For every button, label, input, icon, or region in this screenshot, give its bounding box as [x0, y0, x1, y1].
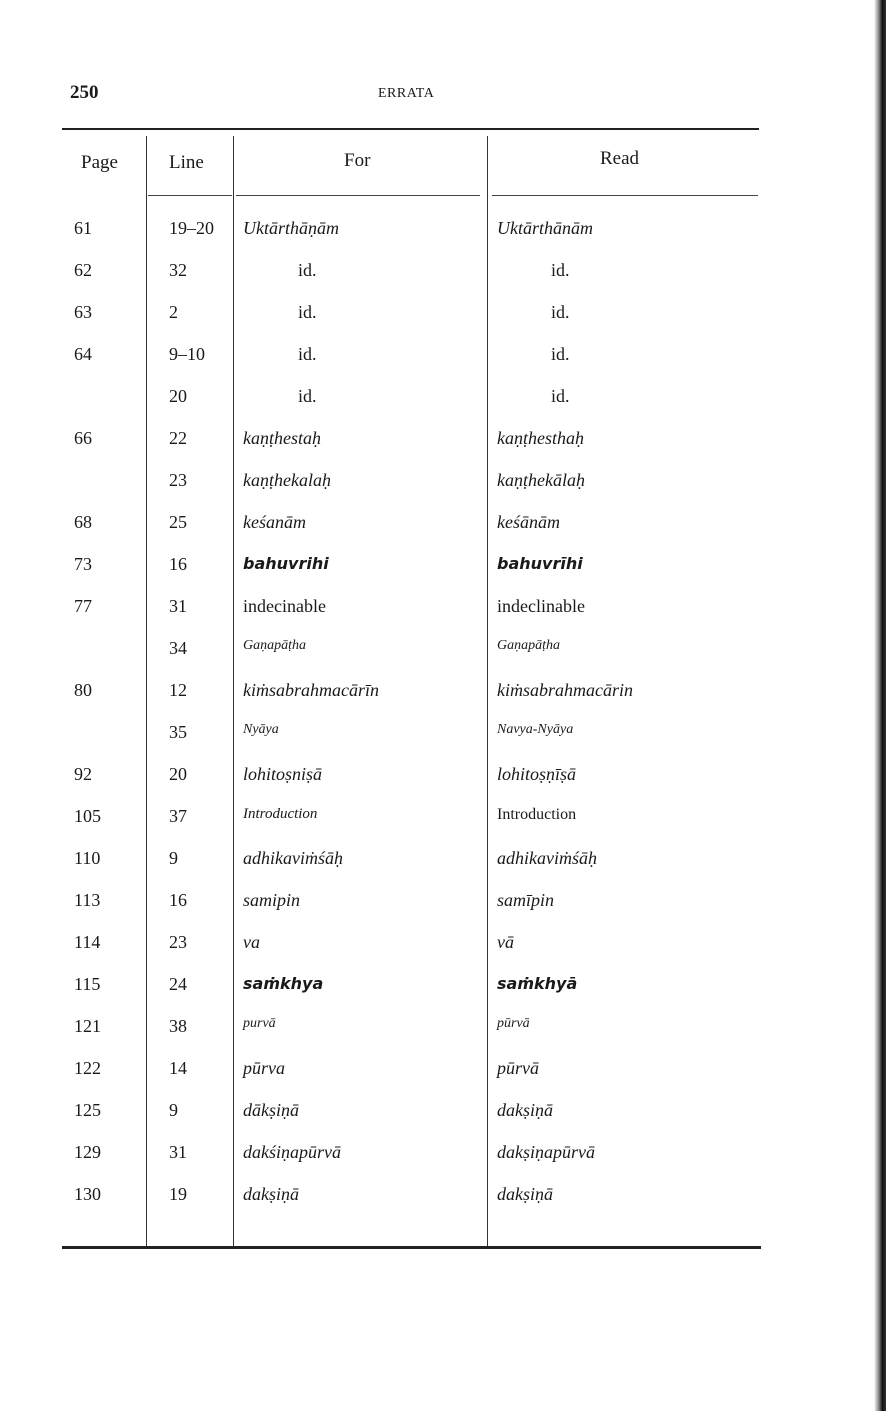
cell-for: dākṣiṇā	[243, 1100, 299, 1120]
header-rule	[492, 195, 758, 196]
page-number: 250	[70, 82, 99, 103]
column-divider	[146, 136, 147, 1246]
cell-line: 23	[169, 470, 187, 490]
cell-read: adhikaviṁśāḥ	[497, 848, 597, 868]
cell-read: pūrvā	[497, 1058, 539, 1078]
table-top-rule	[62, 128, 759, 130]
cell-for: id.	[298, 386, 317, 406]
cell-page: 122	[74, 1058, 101, 1078]
column-divider	[487, 136, 488, 1246]
cell-line: 12	[169, 680, 187, 700]
cell-for: dakśiṇapūrvā	[243, 1142, 341, 1162]
cell-for: kiṁsabrahmacārīn	[243, 680, 379, 700]
cell-page: 105	[74, 806, 101, 826]
cell-read: dakṣiṇā	[497, 1100, 553, 1120]
cell-read: Gaṇapāṭha	[497, 638, 560, 653]
cell-for: pūrva	[243, 1058, 285, 1078]
cell-for: id.	[298, 302, 317, 322]
cell-page: 130	[74, 1184, 101, 1204]
running-head: ERRATA	[378, 86, 435, 101]
cell-line: 20	[169, 386, 187, 406]
cell-read: id.	[551, 344, 570, 364]
cell-read: id.	[551, 302, 570, 322]
cell-page: 61	[74, 218, 92, 238]
cell-for: bahuvrihi	[243, 554, 329, 573]
cell-read: Introduction	[497, 806, 577, 823]
cell-read: samīpin	[497, 890, 555, 910]
cell-page: 63	[74, 302, 92, 322]
cell-page: 64	[74, 344, 92, 364]
cell-for: saṁkhya	[243, 974, 324, 993]
cell-line: 9–10	[169, 344, 205, 364]
cell-page: 66	[74, 428, 92, 448]
cell-line: 37	[169, 806, 187, 826]
cell-read: id.	[551, 260, 570, 280]
cell-read: Navya-Nyāya	[497, 722, 574, 737]
cell-line: 16	[169, 890, 187, 910]
header-rule	[148, 195, 232, 196]
cell-line: 20	[169, 764, 187, 784]
cell-page: 80	[74, 680, 92, 700]
cell-read: Uktārthānām	[497, 218, 593, 238]
cell-line: 31	[169, 1142, 187, 1162]
column-header-for: For	[344, 150, 371, 171]
cell-read: pūrvā	[497, 1016, 530, 1031]
cell-read: keśānām	[497, 512, 560, 532]
cell-page: 92	[74, 764, 92, 784]
cell-for: dakṣiṇā	[243, 1184, 299, 1204]
cell-line: 31	[169, 596, 187, 616]
cell-line: 9	[169, 1100, 178, 1120]
column-header-read: Read	[600, 148, 640, 169]
cell-for: va	[243, 932, 260, 952]
cell-line: 19–20	[169, 218, 214, 238]
cell-for: Uktārthāṇām	[243, 218, 339, 238]
cell-read: dakṣiṇā	[497, 1184, 553, 1204]
cell-read: kiṁsabrahmacārin	[497, 680, 633, 700]
cell-line: 22	[169, 428, 187, 448]
cell-page: 113	[74, 890, 101, 910]
cell-page: 115	[74, 974, 101, 994]
cell-for: purvā	[243, 1016, 276, 1031]
column-header-page: Page	[81, 152, 118, 173]
cell-read: vā	[497, 932, 514, 952]
cell-line: 35	[169, 722, 187, 742]
cell-for: lohitoṣniṣā	[243, 764, 323, 784]
cell-for: adhikaviṁśāḥ	[243, 848, 343, 868]
cell-for: id.	[298, 344, 317, 364]
table-bottom-rule	[62, 1246, 761, 1249]
cell-for: indecinable	[243, 596, 326, 616]
scan-edge	[874, 0, 886, 1411]
cell-page: 110	[74, 848, 101, 868]
column-divider	[233, 136, 234, 1246]
cell-page: 77	[74, 596, 92, 616]
cell-line: 2	[169, 302, 178, 322]
cell-read: dakṣiṇapūrvā	[497, 1142, 595, 1162]
cell-for: samipin	[243, 890, 301, 910]
cell-read: lohitoṣṇīṣā	[497, 764, 577, 784]
cell-page: 62	[74, 260, 92, 280]
header-rule	[236, 195, 480, 196]
cell-line: 34	[169, 638, 187, 658]
cell-page: 73	[74, 554, 92, 574]
cell-for: id.	[298, 260, 317, 280]
column-header-line: Line	[169, 152, 204, 173]
cell-page: 114	[74, 932, 101, 952]
cell-for: kaṇṭhestaḥ	[243, 428, 321, 448]
cell-read: saṁkhyā	[497, 974, 578, 993]
cell-page: 68	[74, 512, 92, 532]
cell-read: bahuvrīhi	[497, 554, 583, 573]
cell-read: kaṇṭhesthaḥ	[497, 428, 584, 448]
cell-line: 23	[169, 932, 187, 952]
cell-line: 25	[169, 512, 187, 532]
cell-line: 9	[169, 848, 178, 868]
cell-read: indeclinable	[497, 596, 585, 616]
cell-line: 24	[169, 974, 187, 994]
cell-line: 16	[169, 554, 187, 574]
cell-read: id.	[551, 386, 570, 406]
cell-for: Introduction	[243, 806, 318, 822]
cell-page: 129	[74, 1142, 101, 1162]
cell-page: 121	[74, 1016, 101, 1036]
cell-for: keśanām	[243, 512, 306, 532]
cell-for: Gaṇapāṭha	[243, 638, 306, 653]
cell-read: kaṇṭhekālaḥ	[497, 470, 585, 490]
cell-for: Nyāya	[243, 722, 279, 737]
cell-line: 32	[169, 260, 187, 280]
cell-line: 14	[169, 1058, 187, 1078]
cell-line: 19	[169, 1184, 187, 1204]
cell-page: 125	[74, 1100, 101, 1120]
cell-for: kaṇṭhekalaḥ	[243, 470, 331, 490]
cell-line: 38	[169, 1016, 187, 1036]
